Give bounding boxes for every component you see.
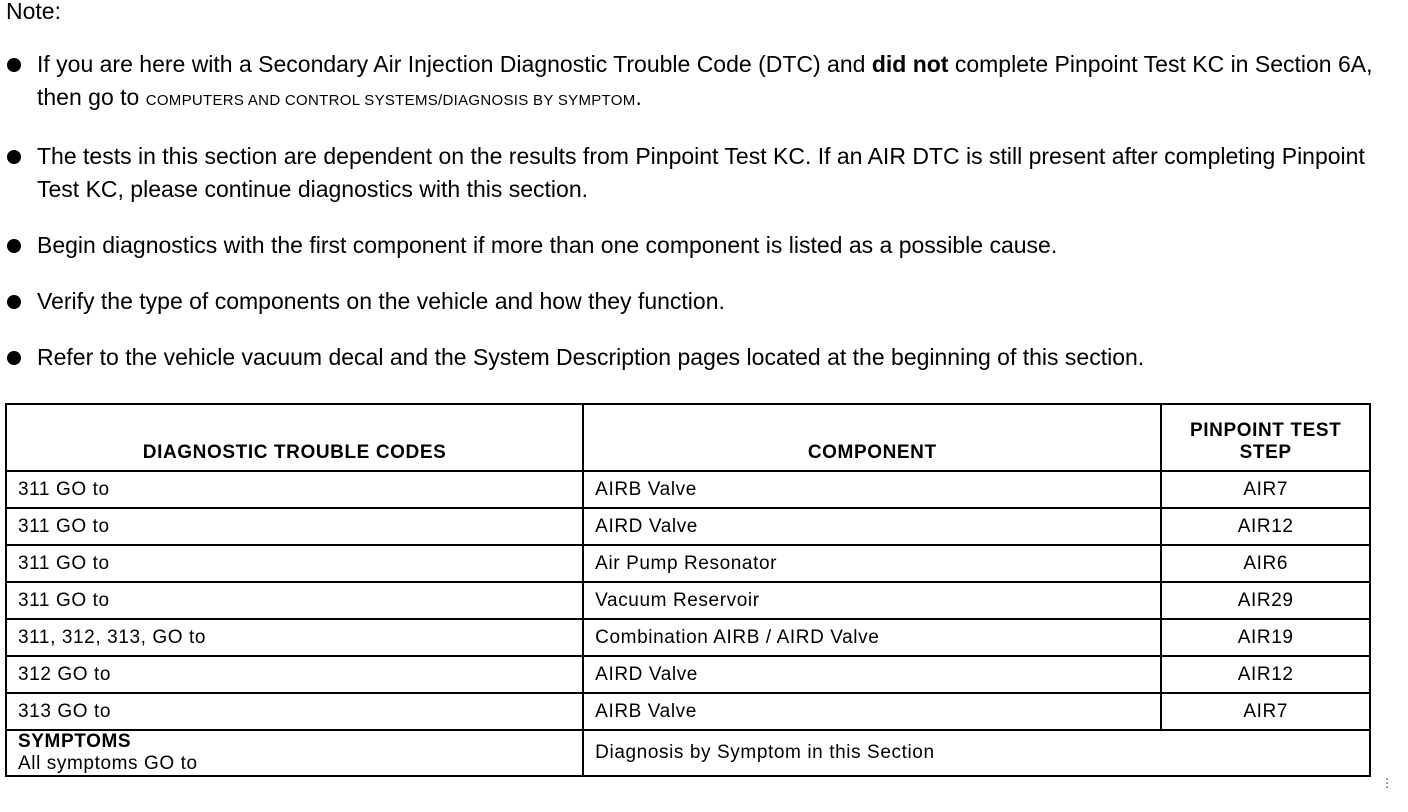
cell-code: 312 GO to	[6, 656, 583, 693]
note-text: .	[635, 84, 642, 110]
scan-edge-mark: ⋮	[1381, 776, 1393, 790]
note-text: The tests in this section are dependent on the results from Pinpoint Test KC. If an AIR DTC is still present after completing Pinpoint Test KC, please continue diagnostics with this section.	[37, 143, 1365, 202]
note-text: Refer to the vehicle vacuum decal and the System Description pages located at the beginning of this section.	[37, 344, 1145, 370]
table-row	[6, 471, 1370, 508]
header-pinpoint-line2: STEP	[1239, 442, 1292, 463]
cell-component: Combination AIRB / AIRD Valve	[583, 619, 1161, 656]
symptoms-title: SYMPTOMS	[18, 731, 132, 752]
cell-step: AIR6	[1161, 545, 1370, 582]
header-codes: DIAGNOSTIC TROUBLE CODES	[6, 404, 583, 471]
bullet-icon	[7, 239, 21, 253]
bullet-icon	[7, 295, 21, 309]
cell-component: Air Pump Resonator	[583, 545, 1161, 582]
cell-component: AIRD Valve	[583, 508, 1161, 545]
cell-step: AIR12	[1161, 656, 1370, 693]
table-row	[6, 582, 1370, 619]
note-text: Begin diagnostics with the first component if more than one component is listed as a possible cause.	[37, 232, 1058, 258]
symptoms-component: Diagnosis by Symptom in this Section	[583, 730, 1370, 776]
bullet-icon	[7, 58, 21, 72]
cell-component: AIRB Valve	[583, 471, 1161, 508]
note-reference: COMPUTERS AND CONTROL SYSTEMS/DIAGNOSIS BY SYMPTOM	[145, 92, 636, 109]
cell-component: AIRD Valve	[583, 656, 1161, 693]
cell-step: AIR12	[1161, 508, 1370, 545]
cell-step: AIR29	[1161, 582, 1370, 619]
symptoms-subtitle: All symptoms GO to	[18, 753, 198, 774]
note-item	[6, 140, 1401, 206]
table-row	[6, 693, 1370, 730]
bullet-icon	[7, 351, 21, 365]
cell-code: 313 GO to	[6, 693, 583, 730]
bullet-icon	[7, 150, 21, 164]
table-header-row	[6, 404, 1370, 471]
dtc-table	[5, 403, 1371, 777]
header-pinpoint	[1161, 404, 1370, 471]
table-row	[6, 545, 1370, 582]
table-row	[6, 508, 1370, 545]
cell-component: AIRB Valve	[583, 693, 1161, 730]
cell-step: AIR7	[1161, 693, 1370, 730]
note-bold-text: did not	[871, 51, 949, 77]
cell-code: 311 GO to	[6, 582, 583, 619]
note-text: complete Pinpoint Test KC in Section 6A, then go to	[37, 51, 1373, 110]
cell-code: 311, 312, 313, GO to	[6, 619, 583, 656]
note-label: Note:	[6, 0, 61, 24]
header-component: COMPONENT	[583, 404, 1161, 471]
note-item	[6, 229, 1401, 262]
cell-step: AIR19	[1161, 619, 1370, 656]
table-row	[6, 656, 1370, 693]
note-item	[6, 341, 1401, 374]
symptoms-row	[6, 730, 1370, 776]
cell-code: 311 GO to	[6, 545, 583, 582]
table-row	[6, 619, 1370, 656]
note-item	[6, 285, 1401, 318]
note-item	[6, 48, 1401, 117]
note-text: If you are here with a Secondary Air Injection Diagnostic Trouble Code (DTC) and	[37, 51, 872, 77]
cell-code: 311 GO to	[6, 508, 583, 545]
cell-step: AIR7	[1161, 471, 1370, 508]
note-text: Verify the type of components on the vehicle and how they function.	[37, 288, 725, 314]
cell-code: 311 GO to	[6, 471, 583, 508]
cell-component: Vacuum Reservoir	[583, 582, 1161, 619]
notes-list	[6, 48, 1401, 397]
symptoms-cell	[6, 730, 583, 776]
header-pinpoint-line1: PINPOINT TEST	[1189, 420, 1342, 441]
